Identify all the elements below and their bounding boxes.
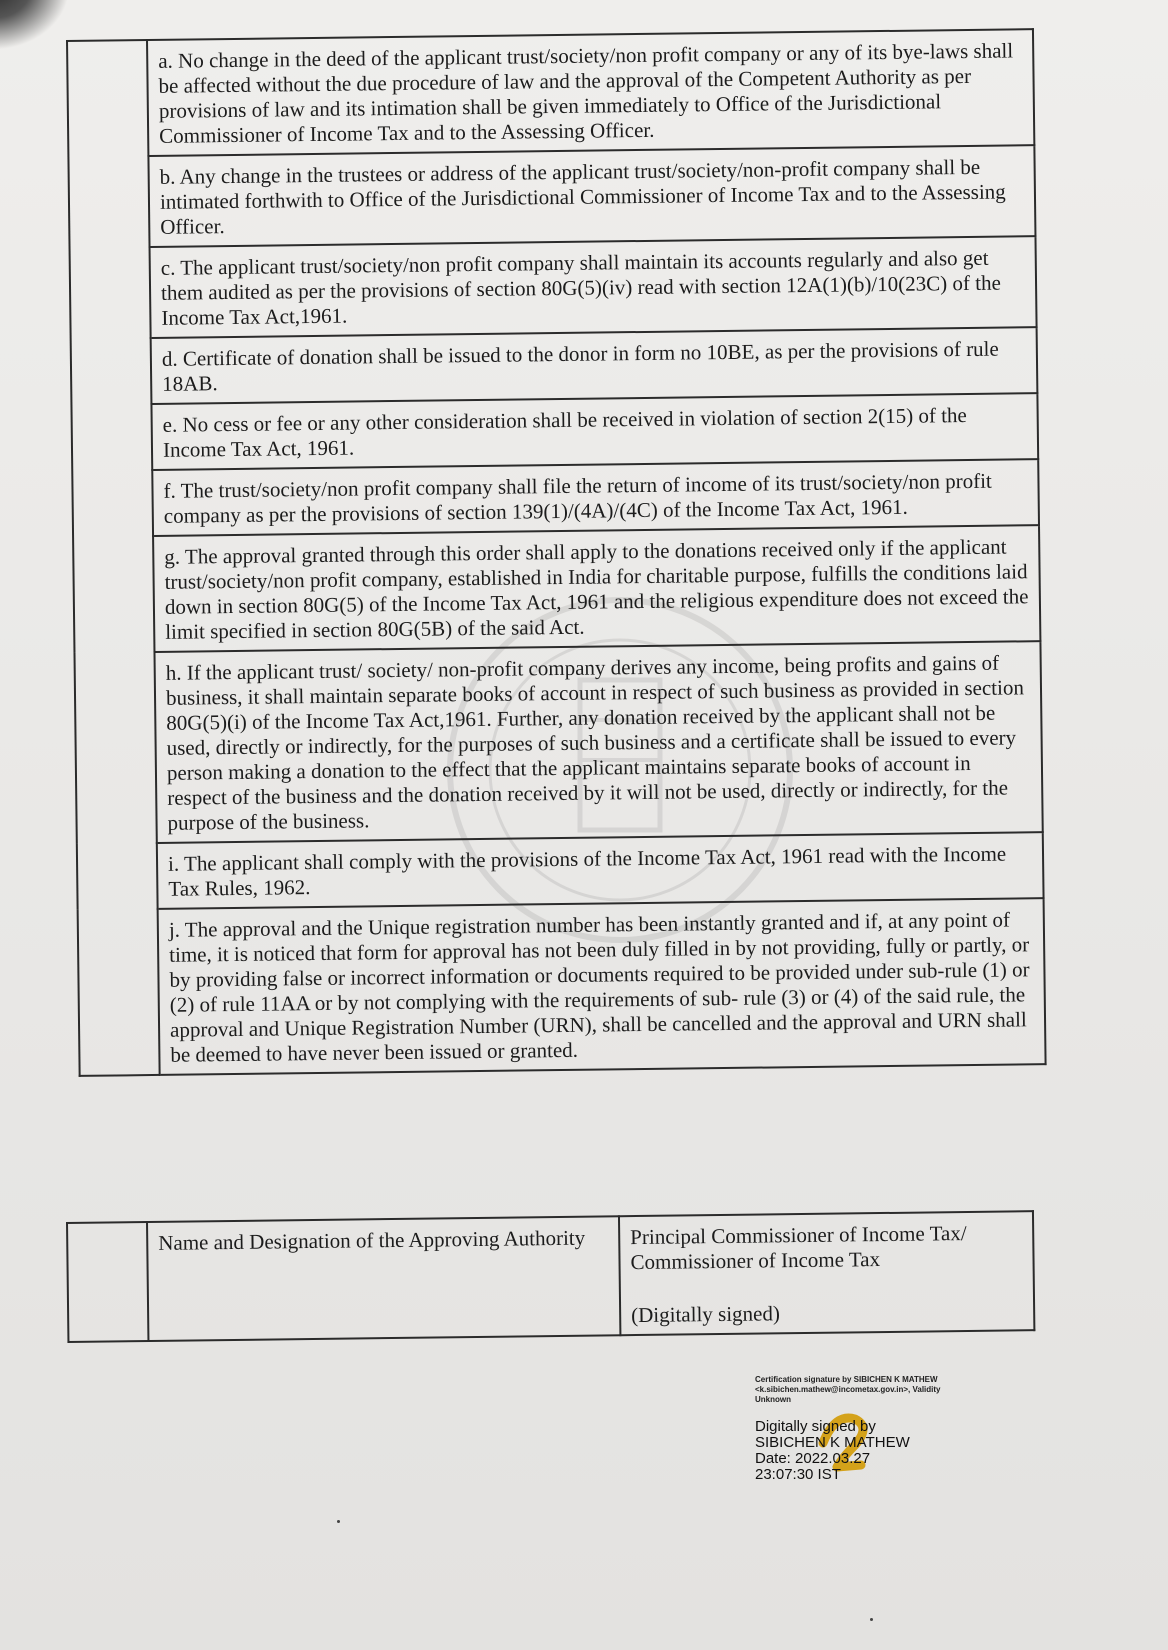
- condition-f: f. The trust/society/non profit company shall file the return of income of its trust/society/non profit company as per the provisions of section 139(1)/(4A)/(4C) of the Income Tax Act, 1961.: [152, 459, 1039, 536]
- condition-b: b. Any change in the trustees or address of the applicant trust/society/non-profit company shall be intimated forthwith to Office of the Jurisdictional Commissioner of Income Tax and to the Assessing Officer.: [148, 145, 1035, 247]
- condition-j: j. The approval and the Unique registration number has been instantly granted and if, at any point of time, it is noticed that form for approval has not been duly filled in by not providing, fully or partly, or by providing false or incorrect information or documents required to be provided under sub-rule (1) or (2) of rule 11AA or by not complying with the requirements of sub- rule (3) or (4) of the said rule, the approval and Unique Registration Number (URN), shall be cancelled and the approval and URN shall be deemed to have never been issued or granted.: [158, 898, 1046, 1075]
- authority-serial-cell: [67, 1222, 148, 1342]
- conditions-table: [66, 28, 1047, 1077]
- condition-e: e. No cess or fee or any other consideration shall be received in violation of section 2(15) of the Income Tax Act, 1961.: [151, 393, 1038, 470]
- condition-i: i. The applicant shall comply with the provisions of the Income Tax Act, 1961 read with the Income Tax Rules, 1962.: [157, 832, 1044, 909]
- condition-g: g. The approval granted through this order shall apply to the donations received only if the applicant trust/society/non profit company, established in India for charitable purpose, fulfills the conditions laid down in section 80G(5) of the Income Tax Act, 1961 and the religious expenditure does not exceed the limit specified in section 80G(5B) of the said Act.: [153, 525, 1040, 652]
- signature-details: [755, 1419, 975, 1483]
- paper-speck: [337, 1520, 340, 1523]
- page-corner-shadow: [0, 0, 70, 50]
- signature-line-4: 23:07:30 IST: [755, 1466, 841, 1483]
- signature-line-2: SIBICHEN K MATHEW: [755, 1434, 910, 1451]
- condition-row: [77, 832, 1044, 910]
- authority-designation-cell: [619, 1211, 1034, 1335]
- condition-row: [73, 525, 1040, 653]
- condition-h: h. If the applicant trust/ society/ non-profit company derives any income, being profits and gains of business, it shall maintain separate books of account in respect of such business as provided in section 80G(5)(i) of the Income Tax Act,1961. Further, any donation received by the applicant shall not be used, directly or indirectly, for the purposes of such business and a certificate shall be issued to every person making a donation to the effect that the applicant maintains separate books of account in respect of the business and the donation received by it will not be used, directly or indirectly, for the purpose of the business.: [154, 641, 1042, 843]
- condition-row: [68, 145, 1035, 248]
- condition-row: [78, 898, 1046, 1076]
- condition-row: [70, 236, 1037, 339]
- condition-row: [74, 641, 1042, 844]
- authority-row: [67, 1211, 1034, 1342]
- condition-a: a. No change in the deed of the applicant trust/society/non profit company or any of its bye-laws shall be affected without the due procedure of law and the approval of the Competent Authority as per provisions of law and its intimation shall be given immediately to Office of the Jurisdictional Commissioner of Income Tax and to the Assessing Officer.: [147, 29, 1034, 156]
- authority-label: Name and Designation of the Approving Authority: [147, 1216, 620, 1341]
- condition-c: c. The applicant trust/society/non profit company shall maintain its accounts regularly and also get them audited as per the provisions of section 80G(5)(iv) read with section 12A(1)(b)/10(23C) of the Income Tax Act,1961.: [150, 236, 1037, 338]
- authority-designation: Principal Commissioner of Income Tax/ Commissioner of Income Tax: [630, 1220, 967, 1275]
- signature-line-1: Digitally signed by: [755, 1418, 876, 1435]
- digital-signature-block: [755, 1375, 975, 1495]
- digitally-signed-note: (Digitally signed): [631, 1301, 781, 1328]
- condition-row: [67, 29, 1034, 157]
- condition-d: d. Certificate of donation shall be issued to the donor in form no 10BE, as per the provisions of rule 18AB.: [151, 327, 1038, 404]
- condition-row: [71, 393, 1038, 471]
- condition-row: [71, 327, 1038, 405]
- condition-row: [72, 459, 1039, 537]
- signature-line-3: Date: 2022.03.27: [755, 1450, 871, 1467]
- serial-column: [67, 40, 160, 1076]
- authority-table: [66, 1210, 1035, 1343]
- certification-line: Certification signature by SIBICHEN K MATHEW <k.sibichen.mathew@incometax.gov.in>, Validity Unknown: [755, 1375, 941, 1404]
- paper-speck: [870, 1618, 873, 1621]
